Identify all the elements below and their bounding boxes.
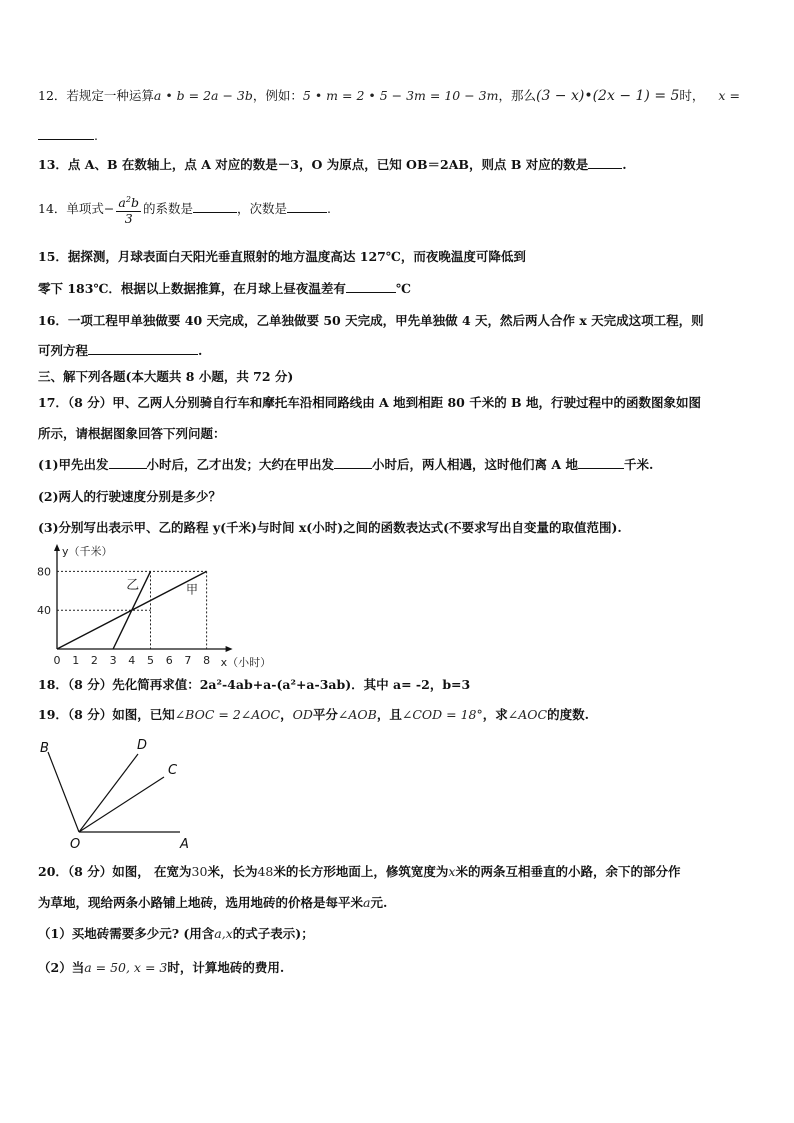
answer-blank[interactable]	[38, 127, 94, 140]
x-axis-label: x（小时）	[220, 656, 272, 669]
label-d: D	[137, 738, 148, 753]
question-20-part2: （2）当a = 50, x = 3时，计算地砖的费用.	[38, 960, 285, 975]
x-axis-arrow	[226, 646, 233, 652]
question-16-line1: 16．一项工程甲单独做要 40 天完成，乙单独做要 50 天完成，甲先单独做 4 天，然后两人合作 x 天完成这项工程，则	[38, 313, 704, 328]
question-17-part3: (3)分别写出表示甲、乙的路程 y(千米)与时间 x(小时)之间的函数表达式(不要求写出自变量的取值范围).	[38, 520, 622, 535]
x-tick-label: 1	[72, 654, 80, 667]
question-12-answer: .	[38, 126, 98, 146]
x-tick-label: 3	[109, 654, 117, 667]
question-20-line1: 20．（8 分）如图， 在宽为30米，长为48米的长方形地面上，修筑宽度为x米的两条互相垂直的小路，余下的部分作	[38, 864, 681, 879]
y-axis-arrow	[54, 544, 60, 551]
answer-blank[interactable]	[88, 342, 198, 355]
answer-blank[interactable]	[588, 156, 622, 169]
x-tick-label: 4	[128, 654, 136, 667]
question-17-part2: (2)两人的行驶速度分别是多少？	[38, 489, 222, 504]
question-17-line2: 所示，请根据图象回答下列问题：	[38, 426, 226, 441]
x-tick-label: 6	[165, 654, 173, 667]
question-20-part1: （1）买地砖需要多少元? (用含a,x的式子表示)；	[38, 926, 314, 941]
x-tick-label: 2	[90, 654, 98, 667]
travel-chart	[30, 542, 290, 670]
question-15-line1: 15．据探测，月球表面白天阳光垂直照射的地方温度高达 127℃，而夜晚温度可降低到	[38, 249, 526, 264]
question-17-line1: 17．（8 分）甲、乙两人分别骑自行车和摩托车沿相同路线由 A 地到相距 80 千米的 B 地，行驶过程中的函数图象如图	[38, 395, 701, 410]
x-tick-label: 7	[184, 654, 192, 667]
ray-od	[79, 754, 138, 832]
series-label-yi: 乙	[126, 577, 140, 593]
label-b: B	[40, 741, 49, 756]
x-tick-label: 0	[53, 654, 61, 667]
y-tick-label: 40	[37, 604, 51, 618]
answer-blank[interactable]	[578, 456, 624, 469]
question-14: 14．单项式− $\frac{a^2b}{3}$ 的系数是 ，次数是 .	[38, 195, 331, 226]
answer-blank[interactable]	[334, 456, 372, 469]
answer-blank[interactable]	[346, 280, 396, 293]
question-20-line2: 为草地，现给两条小路铺上地砖，选用地砖的价格是每平米a元.	[38, 895, 388, 910]
x-tick-label: 5	[147, 654, 154, 667]
question-18: 18．（8 分）先化简再求值：2a²-4ab+a-(a²+a-3ab)．其中 a= -2，b=3	[38, 677, 471, 692]
section-heading: 三、解下列各题(本大题共 8 小题，共 72 分)	[38, 369, 294, 384]
answer-blank[interactable]	[193, 200, 237, 213]
y-axis-label: y（千米）	[62, 545, 113, 558]
label-a: A	[180, 837, 189, 852]
label-c: C	[168, 763, 178, 778]
angle-diagram	[30, 730, 210, 855]
fraction: $\frac{a^2b}{3}$	[118, 195, 139, 226]
y-tick-label: 80	[37, 565, 51, 579]
series-label-jia: 甲	[186, 582, 199, 597]
answer-blank[interactable]	[109, 456, 147, 469]
ray-ob	[48, 752, 79, 832]
x-tick-label: 8	[203, 654, 211, 667]
question-15-line2: 零下 183℃．根据以上数据推算，在月球上昼夜温差有 ℃	[38, 281, 411, 296]
question-12: 12．若规定一种运算a • b = 2a − 3b，例如：5 • m = 2 • 5 − 3m = 10 − 3m，那么(3 − x)•(2x − 1) = 5时， x =	[38, 88, 740, 104]
question-17-part1: (1)甲先出发 小时后，乙才出发；大约在甲出发 小时后，两人相遇，这时他们离 A 地 千米.	[38, 457, 654, 472]
answer-blank[interactable]	[287, 200, 327, 213]
label-o: O	[70, 837, 81, 852]
question-13: 13．点 A、B 在数轴上，点 A 对应的数是－3，O 为原点，已知 OB＝2AB，则点 B 对应的数是 .	[38, 157, 627, 172]
question-16-line2: 可列方程 .	[38, 343, 203, 358]
ray-oc	[79, 777, 164, 832]
question-19: 19．（8 分）如图，已知∠BOC = 2∠AOC，OD平分∠AOB，且∠COD = 18°，求∠AOC的度数.	[38, 707, 589, 722]
